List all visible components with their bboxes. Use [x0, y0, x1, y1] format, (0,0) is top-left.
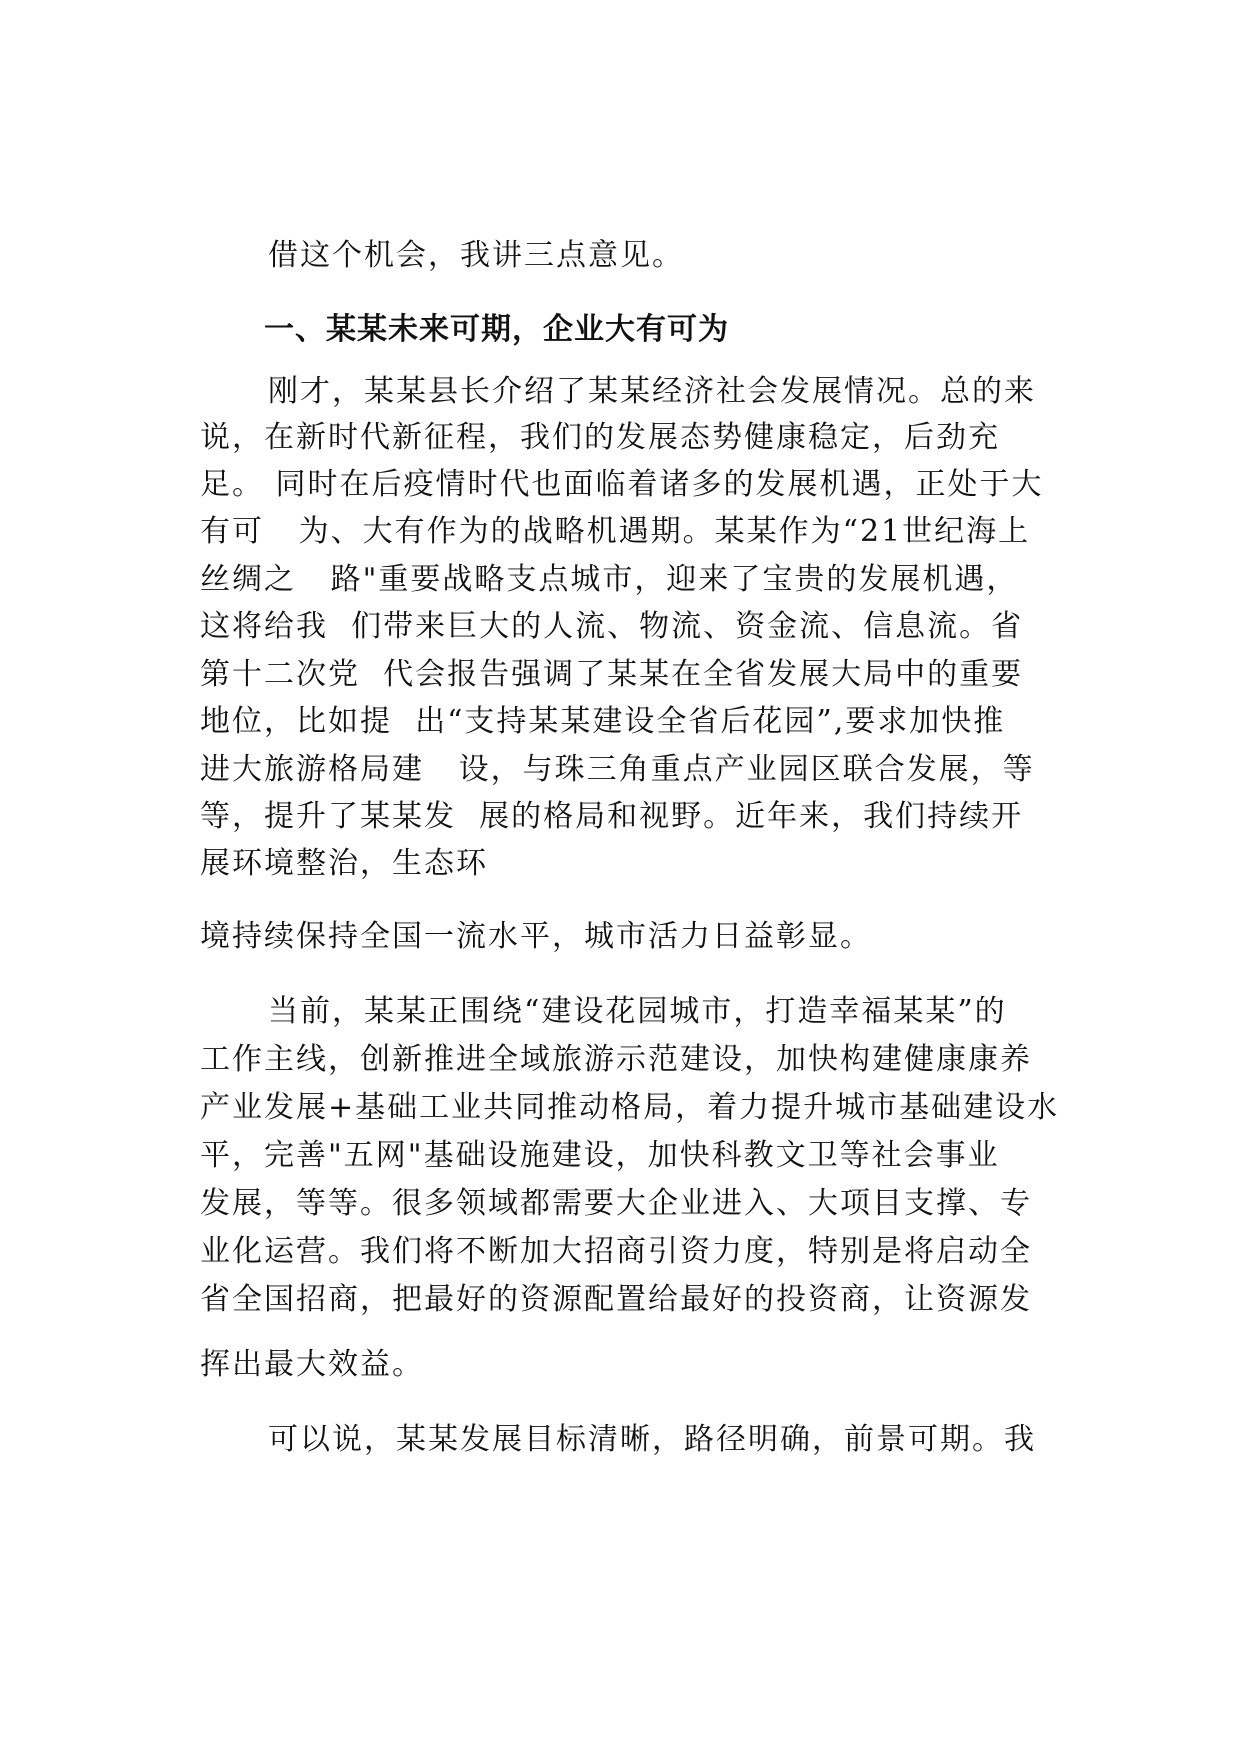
- section-heading: 一、某某未来可期，企业大有可为: [264, 312, 729, 347]
- paragraph-line: 挥出最大效益。: [200, 1347, 424, 1382]
- paragraph-line: 发展，等等。很多领域都需要大企业进入、大项目支撑、专: [200, 1186, 1032, 1221]
- paragraph-line: 工作主线，创新推进全域旅游示范建设，加快构建健康康养: [200, 1042, 1032, 1077]
- paragraph-line: 这将给我 们带来巨大的人流、物流、资金流、信息流。省: [200, 609, 1024, 644]
- paragraph-line: 产业发展+基础工业共同推动格局，着力提升城市基础建设水: [200, 1090, 1060, 1125]
- paragraph-line: 展环境整治，生态环: [200, 846, 488, 881]
- paragraph-line: 刚才，某某县长介绍了某某经济社会发展情况。总的来: [268, 374, 1036, 409]
- paragraph-line: 说，在新时代新征程，我们的发展态势健康稳定，后劲充: [200, 420, 1000, 455]
- paragraph-line: 业化运营。我们将不断加大招商引资力度，特别是将启动全: [200, 1234, 1032, 1269]
- intro-line: 借这个机会，我讲三点意见。: [268, 238, 684, 273]
- paragraph-line: 足。 同时在后疫情时代也面临着诸多的发展机遇，正处于大: [200, 467, 1044, 502]
- paragraph-line: 省全国招商，把最好的资源配置给最好的投资商，让资源发: [200, 1282, 1032, 1317]
- paragraph-line: 第十二次党 代会报告强调了某某在全省发展大局中的重要: [200, 657, 1024, 692]
- paragraph-line: 进大旅游格局建 设，与珠三角重点产业园区联合发展，等: [200, 752, 1035, 787]
- paragraph-line: 平，完善"五网"基础设施建设，加快科教文卫等社会事业: [200, 1138, 1000, 1173]
- paragraph-line: 当前，某某正围绕“建设花园城市，打造幸福某某”的: [268, 994, 1007, 1029]
- paragraph-line: 有可 为、大有作为的战略机遇期。某某作为“21世纪海上: [200, 514, 1031, 549]
- paragraph-line: 境持续保持全国一流水平，城市活力日益彰显。: [200, 919, 872, 954]
- paragraph-line: 等，提升了某某发 展的格局和视野。近年来，我们持续开: [200, 799, 1024, 834]
- paragraph-line: 丝绸之 路"重要战略支点城市，迎来了宝贵的发展机遇，: [200, 562, 1019, 597]
- paragraph-line: 地位，比如提 出“支持某某建设全省后花园”,要求加快推: [200, 704, 1006, 739]
- paragraph-line: 可以说，某某发展目标清晰，路径明确，前景可期。我: [268, 1422, 1036, 1457]
